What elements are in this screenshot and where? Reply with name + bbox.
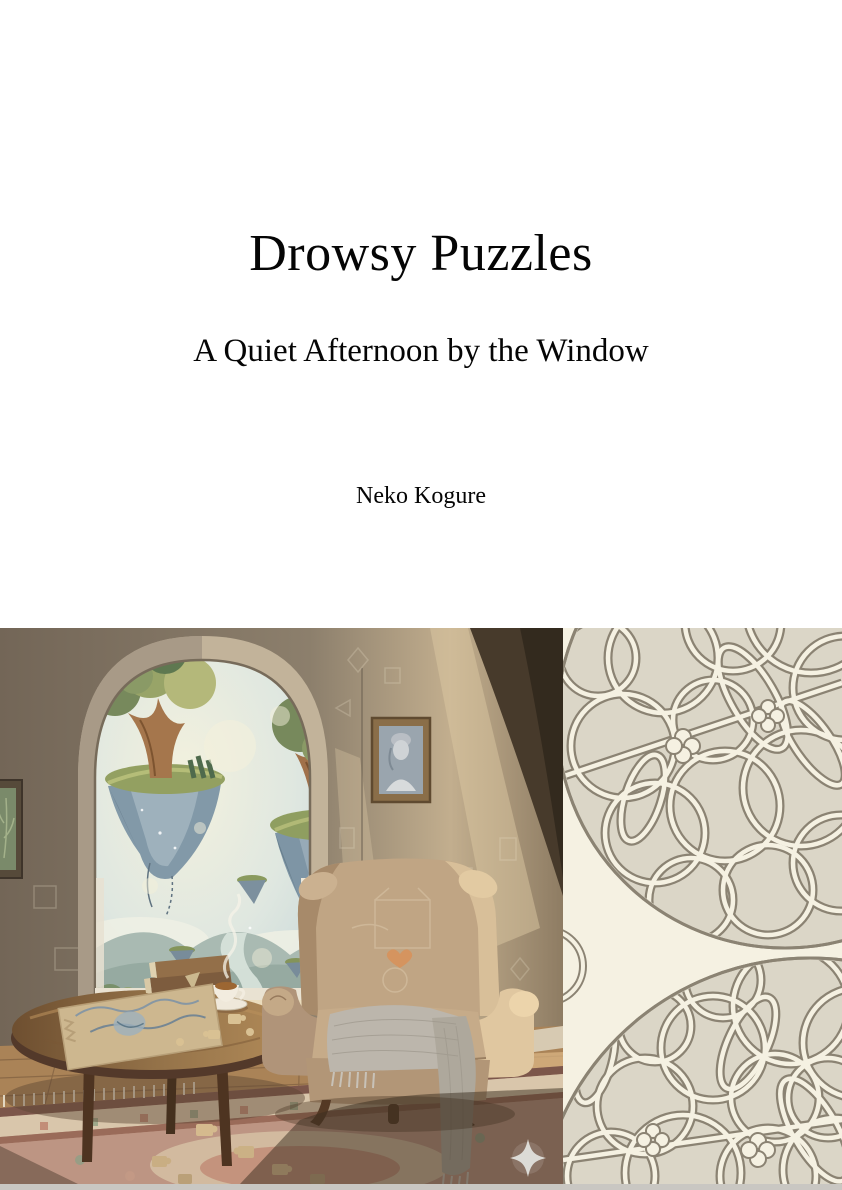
cover-illustration [0, 628, 842, 1184]
circle-puzzle-pattern-icon [563, 628, 842, 1184]
book-author: Neko Kogure [356, 483, 486, 509]
book-title: Drowsy Puzzles [249, 225, 593, 282]
window-room-painting-icon [0, 628, 563, 1184]
book-subtitle: A Quiet Afternoon by the Window [193, 333, 649, 369]
page-bottom-edge [0, 1184, 842, 1190]
